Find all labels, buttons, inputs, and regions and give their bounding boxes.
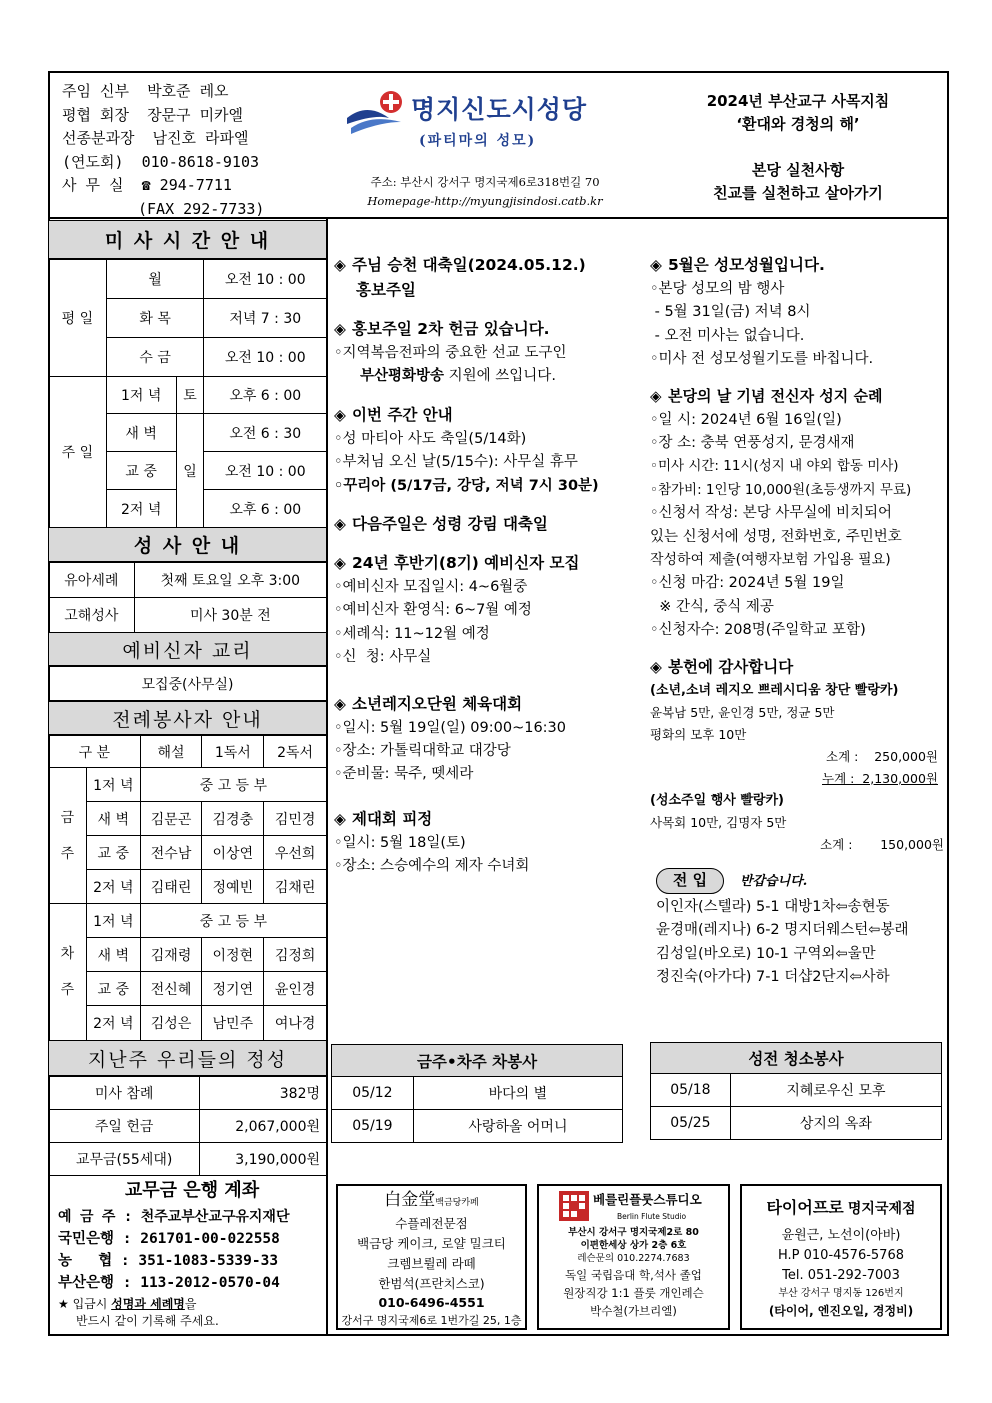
liturgy-cell: 윤인경 [264, 972, 327, 1006]
service-name: 상지의 옥좌 [730, 1107, 941, 1140]
ad-line: 수플레전문점 [395, 1216, 468, 1231]
liturgy-mass: 1저 녁 [86, 904, 140, 938]
news-line: 이인자(스텔라) 5-1 대방1차⇦송현동 [656, 898, 890, 915]
ad-cafe [336, 1184, 527, 1330]
liturgy-cell: 김경충 [202, 802, 264, 836]
diamond-icon: ◈ [334, 554, 346, 573]
news-line: ※ 간식, 중식 제공 [650, 598, 774, 615]
ad-phone: 010-6496-4551 [378, 1295, 485, 1310]
liturgy-cell: 김재령 [140, 938, 202, 972]
bank-account-info [58, 1180, 326, 1330]
liturgy-cell: 이정현 [202, 938, 264, 972]
liturgy-head: 1독서 [202, 736, 264, 768]
offering-table [48, 1076, 327, 1176]
news-heading: ◈ 본당의 날 기념 전신자 성지 순례 [650, 384, 944, 409]
liturgy-cell: 김문곤 [140, 802, 202, 836]
liturgy-mass: 새 벽 [86, 802, 140, 836]
service-date: 05/18 [651, 1074, 731, 1107]
offering-value: 3,190,000원 [200, 1143, 327, 1176]
motto-line: 2024년 부산교구 사목지침 [706, 92, 890, 110]
news-line: 소계 : 150,000원 [820, 836, 944, 852]
news-line: ◦지역복음전파의 중요한 선교 도구인 [334, 345, 567, 361]
mass-time: 오전 6 : 30 [204, 414, 327, 452]
mass-schedule-table [48, 259, 327, 528]
transfer-heading [650, 868, 944, 896]
news-line: 윤경매(레지나) 6-2 명지더웨스턴⇦봉래 [656, 922, 909, 939]
parish-logo [345, 86, 635, 156]
bank-line: 국민은행 : 261701-00-022558 [58, 1231, 280, 1247]
mass-day: 수 금 [106, 338, 204, 377]
liturgy-cell: 전수남 [140, 836, 202, 870]
liturgy-cell: 김정희 [264, 938, 327, 972]
news-line: - 오전 미사는 없습니다. [650, 327, 805, 344]
news-line: ◦세례식: 11~12월 예정 [334, 625, 490, 642]
weekday-label: 평 일 [49, 260, 107, 377]
sunday-day-label: 일 [176, 414, 204, 528]
sacrament-value: 미사 30분 전 [134, 598, 326, 633]
sunday-label: 주 일 [49, 377, 107, 528]
ad-line: H.P 010-4576-5768 [777, 1248, 904, 1263]
news-line: 정진숙(아가다) 7-1 더샵2단지⇦사하 [656, 968, 890, 985]
ad-line: 이편한세상 상가 2층 6호 [580, 1240, 687, 1251]
bank-line: 예 금 주 : 천주교부산교구유지재단 [58, 1209, 290, 1225]
news-line: 소계 : 250,000원 [826, 748, 938, 764]
news-heading: ◈ 5월은 성모성월입니다. [650, 253, 944, 278]
liturgy-cell: 여나경 [264, 1006, 327, 1041]
staff-row: 주임 신부 박호준 레오 [62, 82, 229, 100]
sacrament-name: 유아세례 [49, 563, 135, 598]
liturgy-cell: 이상연 [202, 836, 264, 870]
offering-value: 382명 [200, 1077, 327, 1110]
news-line: 사목회 10만, 김명자 5만 [650, 814, 787, 830]
mass-time: 오전 10 : 00 [204, 338, 327, 377]
staff-row: 사 무 실 ☎ 294-7711 [62, 176, 232, 194]
liturgy-head: 해설 [140, 736, 202, 768]
mass-time: 저녁 7 : 30 [204, 299, 327, 338]
sacrament-name: 고해성사 [49, 598, 135, 633]
liturgy-table [48, 735, 327, 1041]
news-line: ◦본당 성모의 밤 행사 [650, 281, 785, 297]
mass-time: 오후 6 : 00 [204, 377, 327, 414]
mass-name: 새 벽 [106, 414, 176, 452]
bank-line: 부산은행 : 113-2012-0570-04 [58, 1275, 280, 1291]
motto-line [648, 136, 948, 159]
cleaning-service-title: 성전 청소봉사 [651, 1043, 942, 1074]
catechumen-value: 모집중(사무실) [49, 667, 327, 701]
diamond-icon: ◈ [334, 694, 346, 713]
bank-note: ★ 입금시 성명과 세례명을 [58, 1297, 197, 1311]
next-week-label: 차 주 [49, 904, 87, 1041]
mass-time: 오전 10 : 00 [204, 260, 327, 299]
ad-line: 박수철(가브리엘) [590, 1304, 677, 1318]
ad-line: 백금당 케이크, 로얄 밀크티 [357, 1236, 506, 1251]
news-line: 작성하여 제출(여행자보험 가입용 필요) [650, 552, 891, 569]
ad-title: 타이어프로 명지국제점 [766, 1198, 916, 1217]
mass-name: 1저 녁 [106, 377, 176, 414]
news-line: 평화의 모후 10만 [650, 726, 747, 742]
mass-name: 교 중 [106, 452, 176, 490]
ad-line: 크렘브륄레 라떼 [387, 1256, 476, 1271]
liturgy-mass: 1저 녁 [86, 768, 140, 802]
news-line: ◦성 마티아 사도 축일(5/14화) [334, 430, 527, 447]
right-news-column [650, 253, 944, 989]
service-name: 지혜로우신 모후 [730, 1074, 941, 1107]
news-heading: 홍보주일 [356, 281, 416, 299]
liturgy-cell: 김성은 [140, 1006, 202, 1041]
liturgy-cell: 전신혜 [140, 972, 202, 1006]
parish-address [330, 173, 640, 211]
news-heading: ◈ 봉헌에 감사합니다 [650, 655, 944, 680]
ad-line: (타이어, 엔진오일, 경정비) [768, 1304, 914, 1318]
ad-line: 원장직강 1:1 플룻 개인레슨 [563, 1286, 704, 1300]
news-heading: ◈ 다음주일은 성령 강림 대축일 [334, 512, 646, 537]
liturgy-mass: 교 중 [86, 972, 140, 1006]
offering-name: 미사 참례 [49, 1077, 200, 1110]
staff-row: 선종분과장 남진호 라파엘 [62, 129, 249, 147]
news-line: ◦일 시: 2024년 6월 16일(일) [650, 411, 842, 428]
news-heading: ◈ 이번 주간 안내 [334, 403, 646, 428]
pastoral-motto [648, 90, 948, 205]
service-date: 05/12 [332, 1077, 414, 1110]
ad-title: 베를린플룻스튜디오 Berlin Flute Studio [539, 1190, 728, 1226]
diamond-icon: ◈ [650, 386, 662, 405]
cleaning-service-table [650, 1042, 942, 1140]
news-line: ◦준비물: 묵주, 뗏세라 [334, 766, 474, 783]
offering-name: 교무금(55세대) [49, 1143, 200, 1176]
church-logo-icon [345, 88, 409, 136]
left-bottom-divider [326, 1169, 328, 1336]
news-line: (성소주일 행사 빨랑카) [650, 792, 784, 808]
liturgy-merged: 중 고 등 부 [140, 768, 326, 802]
catechumen-table [48, 666, 327, 701]
news-heading: ◈ 24년 후반기(8기) 예비신자 모집 [334, 551, 646, 576]
offering-name: 주일 헌금 [49, 1110, 200, 1143]
mass-time: 오후 6 : 00 [204, 490, 327, 528]
mass-schedule-title: 미 사 시 간 안 내 [48, 220, 327, 259]
service-date: 05/19 [332, 1110, 414, 1143]
bank-title: 교무금 은행 계좌 [124, 1180, 260, 1201]
motto-line: ‘환대와 경청의 해’ [736, 115, 860, 133]
news-line: ◦꾸리아 (5/17금, 강당, 저녁 7시 30분) [334, 477, 599, 494]
this-week-label: 금 주 [49, 768, 87, 904]
news-heading: ◈ 제대회 피정 [334, 807, 646, 832]
liturgy-cell: 우선희 [264, 836, 327, 870]
service-name: 바다의 별 [413, 1077, 622, 1110]
news-line: - 5월 31일(금) 저녁 8시 [650, 304, 811, 321]
middle-news-column [334, 253, 646, 879]
liturgy-title: 전례봉사자 안내 [48, 701, 327, 735]
liturgy-merged: 중 고 등 부 [140, 904, 326, 938]
news-line: ◦미사 전 성모성월기도를 바칩니다. [650, 351, 874, 368]
staff-row: 평협 회장 장문구 미카엘 [62, 105, 244, 124]
liturgy-cell: 김태린 [140, 870, 202, 904]
motto-line: 본당 실천사항 [751, 161, 845, 179]
news-line: 부산평화방송 지원에 쓰입니다. [360, 368, 556, 385]
ad-line: 한범석(프란치스코) [378, 1276, 485, 1291]
news-line: ◦신청자수: 208명(주일학교 포함) [650, 622, 866, 639]
diamond-icon: ◈ [650, 256, 662, 274]
news-line: ◦예비신자 환영식: 6~7월 예정 [334, 602, 532, 619]
liturgy-head: 2독서 [264, 736, 327, 768]
liturgy-mass: 2저 녁 [86, 1006, 140, 1041]
sacrament-value: 첫째 토요일 오후 3:00 [134, 563, 326, 598]
address-text: 주소: 부산시 강서구 명지국제6로318번길 70 [370, 175, 600, 189]
news-line: ◦장 소: 충북 연풍성지, 문경새재 [650, 435, 855, 452]
parish-name: 명지신도시성당 [411, 95, 588, 124]
flute-logo-icon [559, 1191, 589, 1221]
transfer-badge: 전 입 [656, 868, 724, 894]
liturgy-cell: 남민주 [202, 1006, 264, 1041]
liturgy-mass: 새 벽 [86, 938, 140, 972]
news-line: ◦장소: 가톨릭대학교 대강당 [334, 743, 511, 760]
news-line: (소년,소녀 레지오 쁘레시디움 창단 빨랑카) [650, 682, 899, 698]
diamond-icon: ◈ [334, 405, 346, 424]
liturgy-mass: 교 중 [86, 836, 140, 870]
ad-line: 윤원근, 노선이(아바) [781, 1228, 901, 1243]
liturgy-mass: 2저 녁 [86, 870, 140, 904]
news-line: ◦부처님 오신 날(5/15수): 사무실 휴무 [334, 454, 578, 471]
sacrament-table [48, 562, 327, 633]
parish-subtitle: (파티마의 성모) [419, 133, 537, 149]
news-line: ◦장소: 스승예수의 제자 수녀회 [334, 858, 530, 875]
offering-value: 2,067,000원 [200, 1110, 327, 1143]
ad-flute-studio [537, 1184, 730, 1330]
mass-day: 화 목 [106, 299, 204, 338]
news-line: ◦일시: 5월 19일(일) 09:00~16:30 [334, 719, 567, 736]
news-line: ◦신 청: 사무실 [334, 649, 432, 666]
staff-row: (FAX 292-7733) [138, 199, 265, 218]
news-heading: ◈ 소년레지오단원 체육대회 [334, 692, 646, 717]
welcome-tag: 반갑습니다. [740, 873, 808, 889]
ad-line: Tel. 051-292-7003 [782, 1268, 900, 1283]
news-line: 있는 신청서에 성명, 전화번호, 주민번호 [650, 528, 902, 545]
staff-row: (연도회) 010-8618-9103 [62, 152, 260, 171]
mass-time: 오전 10 : 00 [204, 452, 327, 490]
mass-name: 2저 녁 [106, 490, 176, 528]
catechumen-title: 예비신자 교리 [48, 632, 327, 666]
bank-line: 농 협 : 351-1083-5339-33 [58, 1253, 279, 1269]
saturday-label: 토 [176, 377, 204, 414]
liturgy-cell: 김채린 [264, 870, 327, 904]
ad-address: 강서구 명지국제6로 1번가길 25, 1층 [341, 1314, 522, 1327]
news-line: ◦예비신자 모집일시: 4~6월중 [334, 579, 528, 596]
service-date: 05/25 [651, 1107, 731, 1140]
offering-title: 지난주 우리들의 정성 [48, 1040, 327, 1076]
ad-title: 白金堂백금당카페 [384, 1190, 479, 1210]
liturgy-cell: 김민경 [264, 802, 327, 836]
diamond-icon: ◈ [334, 515, 346, 534]
service-name: 사랑하올 어머니 [413, 1110, 622, 1143]
homepage-link[interactable]: Homepage-http://myungjisindosi.catb.kr [367, 194, 603, 208]
news-line: ◦신청 마감: 2024년 5월 19일 [650, 575, 845, 592]
diamond-icon: ◈ [334, 809, 346, 828]
ad-line: 부산시 강서구 명지국제2로 80 [568, 1227, 699, 1238]
liturgy-cell: 정기연 [202, 972, 264, 1006]
news-line: 김성일(바오로) 10-1 구역외⇦울만 [656, 945, 876, 962]
mass-day: 월 [106, 260, 204, 299]
bank-note: 반드시 같이 기록해 주세요. [76, 1314, 219, 1328]
news-line: ◦미사 시간: 11시(성지 내 야외 합동 미사) [650, 458, 899, 475]
ad-line: 레슨문의 010.2274.7683 [577, 1253, 690, 1264]
diamond-icon: ◈ [650, 657, 662, 676]
news-heading: ◈ 주님 승천 대축일(2024.05.12.) [334, 253, 646, 278]
ad-tire-shop [740, 1184, 942, 1330]
diamond-icon: ◈ [334, 320, 346, 338]
liturgy-head: 구 분 [49, 736, 141, 768]
ad-line: 독일 국립음대 학,석사 졸업 [565, 1268, 702, 1282]
motto-line: 친교를 실천하고 살아가기 [713, 184, 883, 202]
news-line: ◦참가비: 1인당 10,000원(초등생까지 무료) [650, 481, 912, 498]
liturgy-cell: 정예빈 [202, 870, 264, 904]
diamond-icon: ◈ [334, 256, 346, 274]
news-line: 누계 : 2,130,000원 [822, 770, 938, 786]
news-line: 윤복남 5만, 윤인경 5만, 정균 5만 [650, 704, 835, 720]
news-heading: ◈ 홍보주일 2차 헌금 있습니다. [334, 317, 646, 342]
ad-line: 부산 강서구 명지동 126번지 [778, 1288, 904, 1299]
staff-info [62, 80, 264, 221]
tea-service-table [331, 1044, 623, 1143]
sacrament-title: 성 사 안 내 [48, 527, 327, 562]
news-line: ◦신청서 작성: 본당 사무실에 비치되어 [650, 505, 892, 522]
tea-service-title: 금주•차주 차봉사 [332, 1045, 623, 1077]
news-line: ◦일시: 5월 18일(토) [334, 834, 466, 851]
